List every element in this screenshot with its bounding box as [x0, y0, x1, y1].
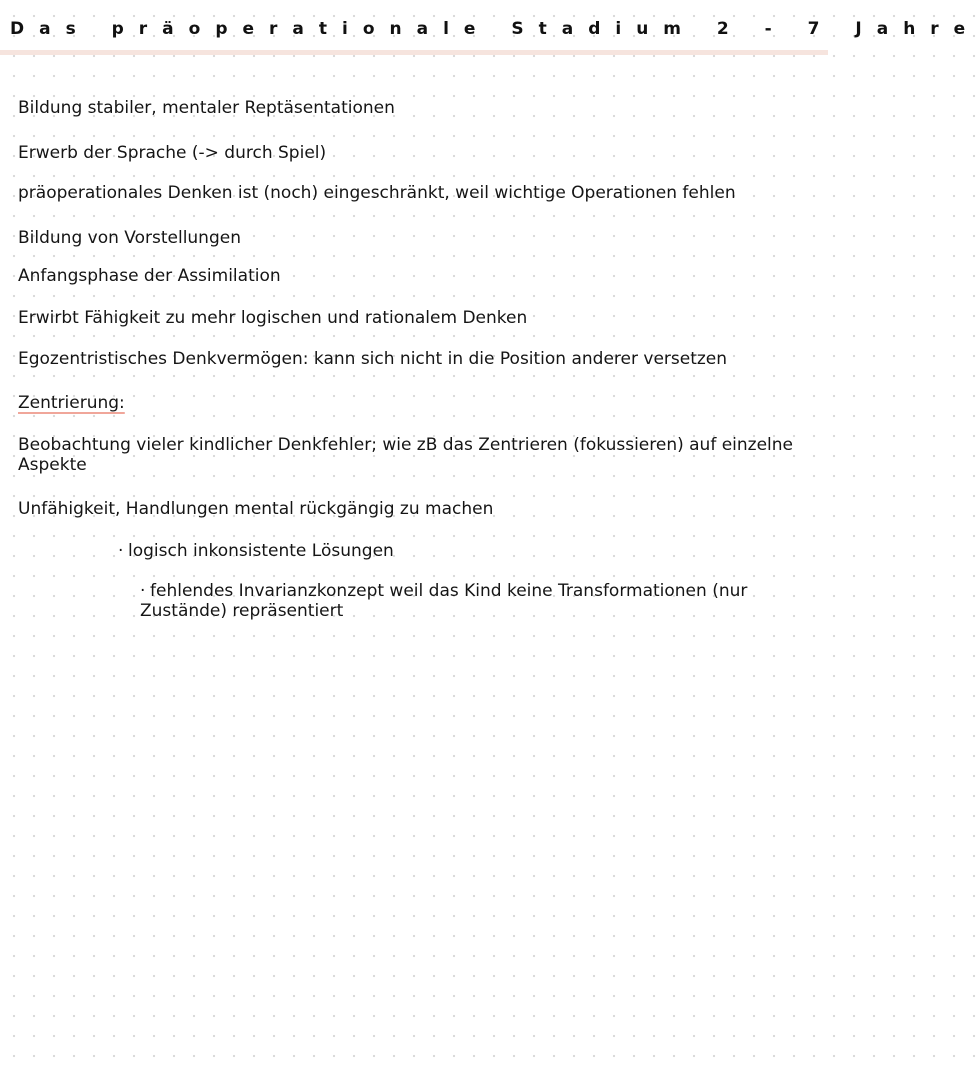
bullet-item-1-text: logisch inkonsistente Lösungen — [128, 541, 394, 561]
note-line-5: Anfangsphase der Assimilation — [18, 266, 281, 286]
note-heading-zentrierung: Zentrierung: — [18, 393, 125, 413]
note-line-9: Unfähigkeit, Handlungen mental rückgängig zu machen — [18, 499, 494, 519]
bullet-item-2 — [140, 581, 810, 621]
note-line-2: Erwerb der Sprache (-> durch Spiel) — [18, 143, 327, 163]
page-title: Das präoperationale Stadium 2 - 7 Jahre — [10, 19, 980, 39]
title-underline-band — [0, 50, 828, 55]
note-line-8: Beobachtung vieler kindlicher Denkfehler; wie zB das Zentrieren (fokussieren) auf einzelne Aspekte — [18, 435, 794, 475]
bullet-marker: · — [140, 581, 146, 601]
bullet-marker: · — [118, 541, 124, 561]
note-line-1: Bildung stabiler, mentaler Reptäsentationen — [18, 98, 395, 118]
note-line-4: Bildung von Vorstellungen — [18, 228, 241, 248]
note-line-6: Erwirbt Fähigkeit zu mehr logischen und rationalem Denken — [18, 308, 528, 328]
bullet-item-1 — [118, 541, 394, 561]
note-line-3: präoperationales Denken ist (noch) eingeschränkt, weil wichtige Operationen fehlen — [18, 183, 736, 203]
bullet-item-2-text: fehlendes Invarianzkonzept weil das Kind keine Transformationen (nur Zustände) repräsentiert — [140, 581, 748, 621]
note-line-7: Egozentristisches Denkvermögen: kann sich nicht in die Position anderer versetzen — [18, 349, 728, 369]
